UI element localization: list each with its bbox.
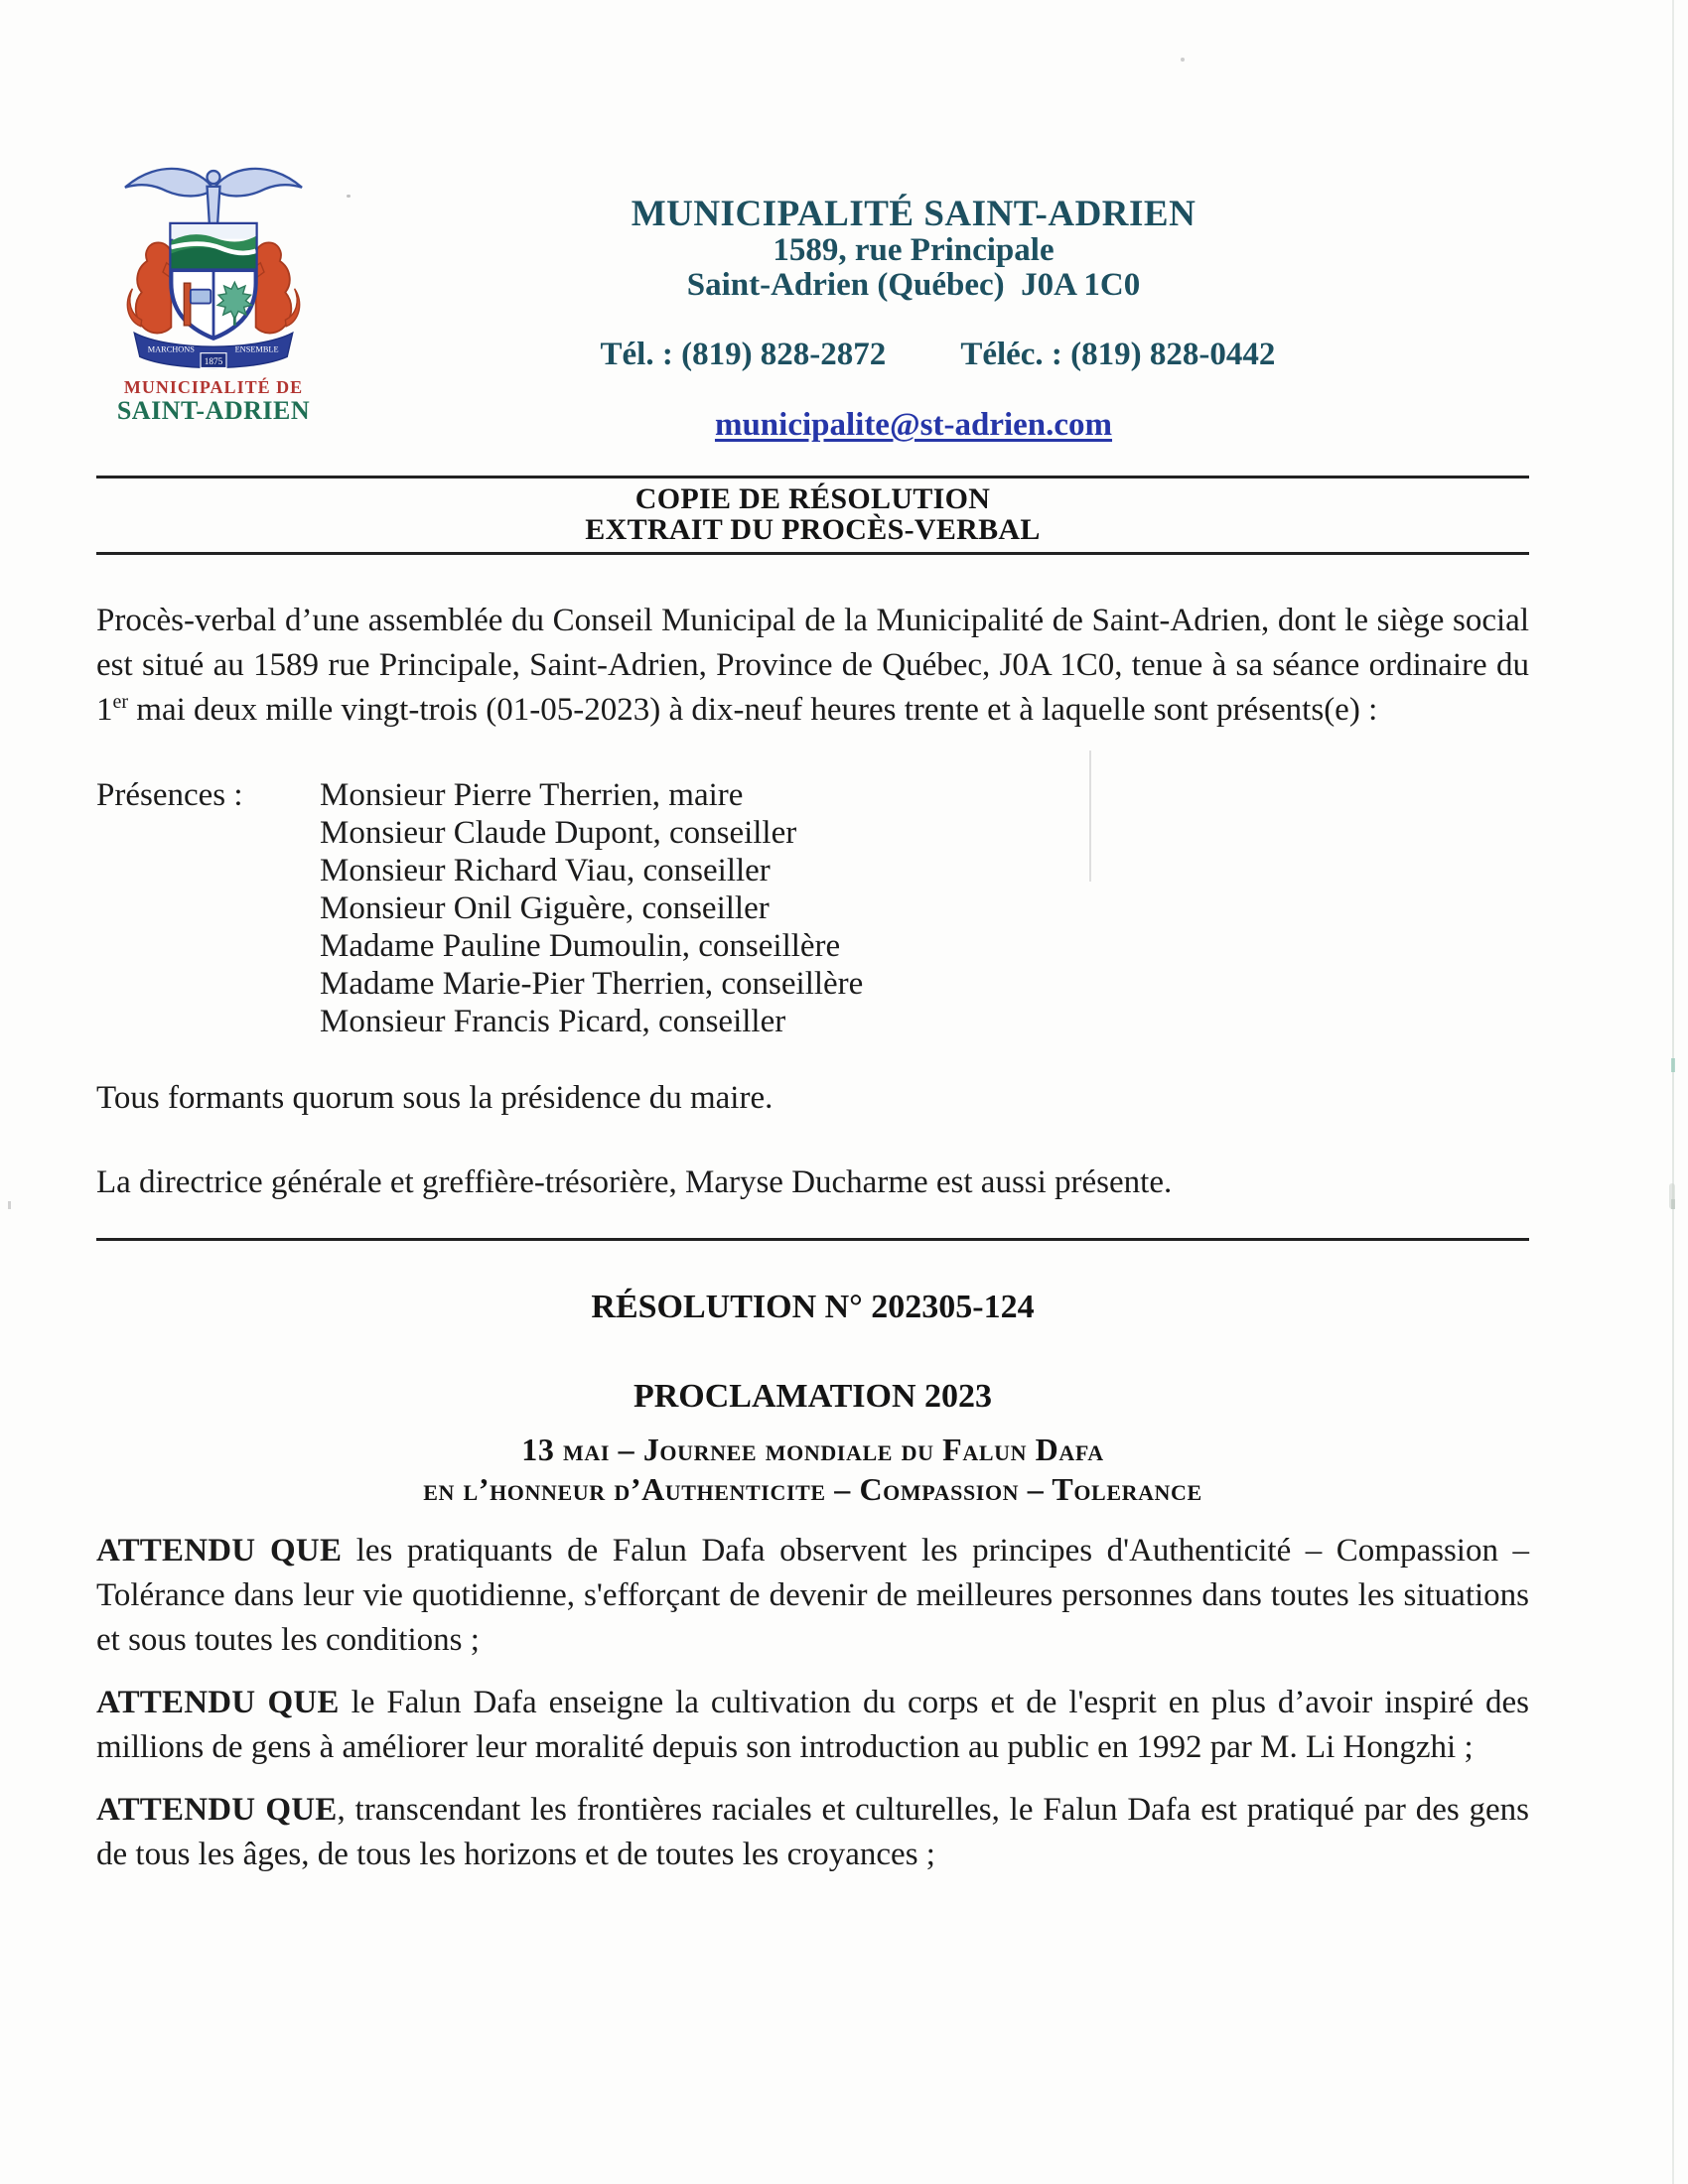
proclamation-title: PROCLAMATION 2023 xyxy=(633,1378,993,1415)
whereas-lead: ATTENDU QUE xyxy=(96,1792,338,1828)
list-item: Monsieur Claude Dupont, conseiller xyxy=(320,815,797,851)
attendance-section xyxy=(96,776,1529,1040)
municipal-logo xyxy=(102,145,325,424)
scan-artifact-tick xyxy=(1671,1058,1675,1072)
section-rule xyxy=(96,1238,1529,1241)
scan-artifact-speck xyxy=(8,1201,11,1209)
organization-name: MUNICIPALITÉ SAINT-ADRIEN xyxy=(631,194,1196,234)
scan-artifact-speck xyxy=(1181,58,1185,62)
logo-caption-line1: MUNICIPALITÉ DE xyxy=(123,377,304,397)
crest-motto-left: MARCHONS xyxy=(147,344,195,354)
whereas-text: le Falun Dafa enseigne la cultivation du corps et de l'esprit en plus d’avoir inspiré des millions de gens à améliorer leur moralité depuis son introduction au public en 1992 par M. Li Hongzhi ; xyxy=(96,1685,1529,1765)
document-title xyxy=(96,478,1529,552)
proclamation-subtitle-1: 13 mai – Journee mondiale du Falun Dafa xyxy=(521,1432,1104,1467)
list-item: Monsieur Francis Picard, conseiller xyxy=(320,1004,786,1039)
fax-number: Téléc. : (819) 828-0442 xyxy=(960,337,1276,372)
document-body xyxy=(96,476,1529,1877)
whereas-text: , transcendant les frontières raciales et culturelles, le Falun Dafa est pratiqué par des gens de tous les âges, de tous les horizons et de toutes les croyances ; xyxy=(96,1792,1529,1872)
proclamation-subtitle-2: en l’honneur d’Authenticite – Compassion – Tolerance xyxy=(423,1471,1202,1507)
scan-artifact-smudge xyxy=(1669,1183,1675,1209)
whereas-clause-2 xyxy=(96,1681,1529,1770)
intro-paragraph xyxy=(96,599,1529,733)
whereas-lead: ATTENDU QUE xyxy=(96,1685,340,1720)
logo-caption-line2: SAINT-ADRIEN xyxy=(116,396,311,425)
address-line2: Saint-Adrien (Québec) J0A 1C0 xyxy=(686,267,1141,303)
whereas-clause-1 xyxy=(96,1529,1529,1663)
municipal-crest-icon xyxy=(112,145,315,375)
email-link: municipalite@st-adrien.com xyxy=(714,407,1113,443)
document-title-line2: EXTRAIT DU PROCÈS-VERBAL xyxy=(585,513,1041,546)
crest-motto-right: ENSEMBLE xyxy=(234,344,279,354)
whereas-clause-3 xyxy=(96,1788,1529,1877)
quorum-statement: Tous formants quorum sous la présidence du maire. xyxy=(96,1080,774,1116)
scan-artifact-right-edge xyxy=(1672,0,1674,2184)
clerk-statement: La directrice générale et greffière-trésorière, Maryse Ducharme est aussi présente. xyxy=(96,1164,1173,1200)
scan-artifact-speck xyxy=(347,195,351,198)
list-item: Monsieur Pierre Therrien, maire xyxy=(320,777,744,813)
whereas-text: les pratiquants de Falun Dafa observent les principes d'Authenticité – Compassion – Tolérance dans leur vie quotidienne, s'efforçant de devenir de meilleures personnes dans toutes les situations et sous toutes les conditions ; xyxy=(96,1533,1530,1658)
resolution-number-title: RÉSOLUTION N° 202305-124 xyxy=(591,1289,1035,1325)
attendance-list xyxy=(320,776,863,1040)
scan-artifact-tick xyxy=(1671,1199,1675,1209)
title-bottom-rule xyxy=(96,552,1529,555)
attendance-label: Présences : xyxy=(96,777,243,813)
address-line1: 1589, rue Principale xyxy=(773,232,1055,268)
phone-fax-line xyxy=(387,303,1440,407)
intro-text-end: mai deux mille vingt-trois (01-05-2023) à dix-neuf heures trente et à laquelle sont présents(e) : xyxy=(128,692,1378,728)
list-item: Madame Marie-Pier Therrien, conseillère xyxy=(320,966,864,1002)
whereas-lead: ATTENDU QUE xyxy=(96,1533,343,1569)
intro-text-start: Procès-verbal d’une assemblée du Conseil Municipal de la Municipalité de Saint-Adrien, dont le siège social est situé au 1589 rue Principale, Saint-Adrien, Province de Québec, J0A 1C0, tenue à sa séance ordinaire du 1 xyxy=(96,603,1529,728)
ordinal-superscript: er xyxy=(112,691,129,713)
phone-number: Tél. : (819) 828-2872 xyxy=(600,337,887,372)
letterhead xyxy=(387,195,1440,443)
document-title-line1: COPIE DE RÉSOLUTION xyxy=(634,482,991,515)
crest-year: 1875 xyxy=(204,356,223,367)
list-item: Monsieur Richard Viau, conseiller xyxy=(320,853,771,888)
list-item: Monsieur Onil Giguère, conseiller xyxy=(320,890,770,926)
list-item: Madame Pauline Dumoulin, conseillère xyxy=(320,928,841,964)
